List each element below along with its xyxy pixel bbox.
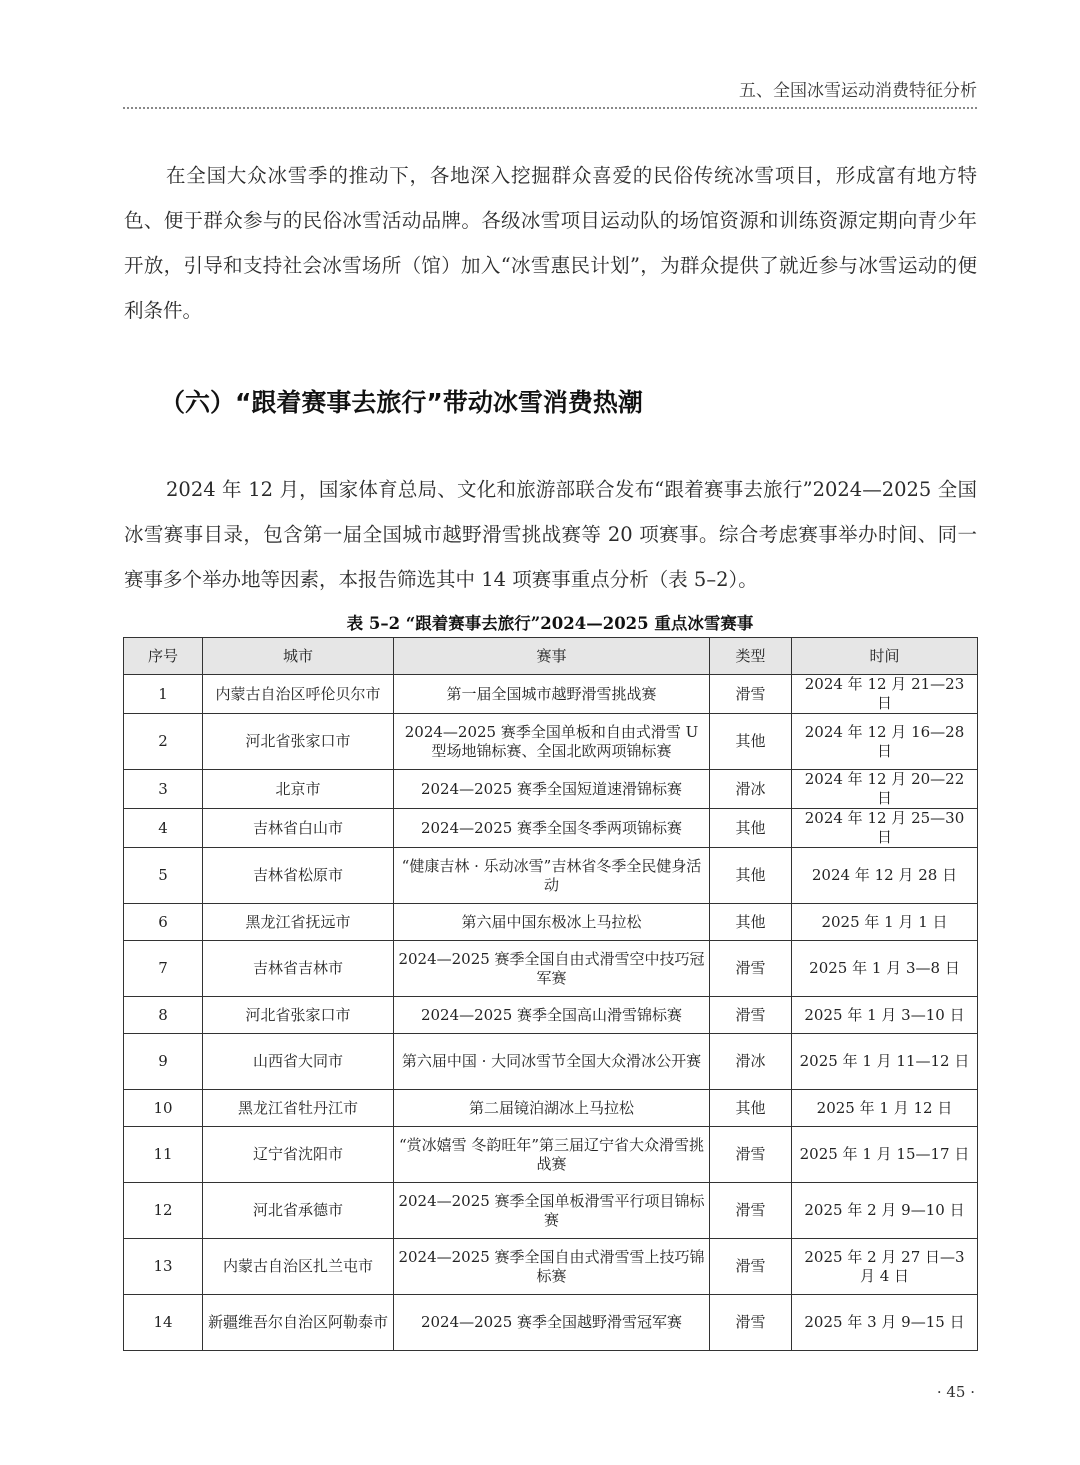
cell-city: 新疆维吾尔自治区阿勒泰市: [203, 1295, 394, 1351]
events-table-container: [123, 637, 977, 1351]
cell-time: 2024 年 12 月 28 日: [792, 848, 978, 904]
cell-index: 1: [124, 675, 203, 714]
header-index: 序号: [124, 638, 203, 675]
cell-index: 2: [124, 714, 203, 770]
cell-city: 北京市: [203, 770, 394, 809]
intro-paragraph: 在全国大众冰雪季的推动下，各地深入挖掘群众喜爱的民俗传统冰雪项目，形成富有地方特色、便于群众参与的民俗冰雪活动品牌。各级冰雪项目运动队的场馆资源和训练资源定期向青少年开放，引导和支持社会冰雪场所（馆）加入“冰雪惠民计划”，为群众提供了就近参与冰雪运动的便利条件。: [124, 164, 977, 322]
cell-time: 2024 年 12 月 21—23 日: [792, 675, 978, 714]
cell-index: 8: [124, 997, 203, 1034]
header-time: 时间: [792, 638, 978, 675]
cell-time: 2025 年 1 月 3—10 日: [792, 997, 978, 1034]
table-row: [124, 1183, 978, 1239]
table-row: [124, 809, 978, 848]
table-row: [124, 1034, 978, 1090]
cell-city: 黑龙江省抚远市: [203, 904, 394, 941]
table-header-row: [124, 638, 978, 675]
cell-event: 第一届全国城市越野滑雪挑战赛: [394, 675, 710, 714]
page-number: · 45 ·: [936, 1383, 975, 1401]
table-row: [124, 1090, 978, 1127]
cell-type: 其他: [710, 1090, 792, 1127]
cell-city: 山西省大同市: [203, 1034, 394, 1090]
cell-event: 2024—2025 赛季全国越野滑雪冠军赛: [394, 1295, 710, 1351]
table-body: [124, 675, 978, 1351]
cell-index: 5: [124, 848, 203, 904]
cell-index: 11: [124, 1127, 203, 1183]
events-table: [123, 637, 978, 1351]
cell-time: 2025 年 2 月 27 日—3 月 4 日: [792, 1239, 978, 1295]
table-caption: 表 5–2 “跟着赛事去旅行”2024—2025 重点冰雪赛事: [346, 614, 754, 633]
table-row: [124, 941, 978, 997]
cell-event: “赏冰嬉雪 冬韵旺年”第三届辽宁省大众滑雪挑战赛: [394, 1127, 710, 1183]
cell-event: 第二届镜泊湖冰上马拉松: [394, 1090, 710, 1127]
cell-time: 2025 年 2 月 9—10 日: [792, 1183, 978, 1239]
cell-type: 滑冰: [710, 1034, 792, 1090]
cell-event: 2024—2025 赛季全国单板和自由式滑雪 U 型场地锦标赛、全国北欧两项锦标赛: [394, 714, 710, 770]
event-list-paragraph: 2024 年 12 月，国家体育总局、文化和旅游部联合发布“跟着赛事去旅行”2024—2025 全国冰雪赛事目录，包含第一届全国城市越野滑雪挑战赛等 20 项赛事。综合考虑赛事举办时间、同一赛事多个举办地等因素，本报告筛选其中 14 项赛事重点分析（表 5–2）。: [124, 478, 977, 591]
table-row: [124, 1295, 978, 1351]
cell-city: 辽宁省沈阳市: [203, 1127, 394, 1183]
cell-time: 2024 年 12 月 20—22 日: [792, 770, 978, 809]
cell-type: 滑雪: [710, 1239, 792, 1295]
cell-city: 河北省张家口市: [203, 997, 394, 1034]
cell-type: 滑冰: [710, 770, 792, 809]
running-header: 五、全国冰雪运动消费特征分析: [739, 81, 977, 101]
cell-time: 2025 年 1 月 3—8 日: [792, 941, 978, 997]
cell-city: 吉林省吉林市: [203, 941, 394, 997]
cell-type: 滑雪: [710, 997, 792, 1034]
cell-index: 3: [124, 770, 203, 809]
header-divider: [123, 107, 977, 109]
table-row: [124, 770, 978, 809]
cell-event: 2024—2025 赛季全国自由式滑雪雪上技巧锦标赛: [394, 1239, 710, 1295]
cell-index: 4: [124, 809, 203, 848]
cell-city: 吉林省白山市: [203, 809, 394, 848]
table-row: [124, 904, 978, 941]
table-row: [124, 714, 978, 770]
cell-index: 12: [124, 1183, 203, 1239]
table-row: [124, 1239, 978, 1295]
cell-city: 河北省张家口市: [203, 714, 394, 770]
cell-time: 2025 年 3 月 9—15 日: [792, 1295, 978, 1351]
cell-type: 滑雪: [710, 675, 792, 714]
cell-time: 2025 年 1 月 15—17 日: [792, 1127, 978, 1183]
cell-city: 内蒙古自治区呼伦贝尔市: [203, 675, 394, 714]
cell-index: 9: [124, 1034, 203, 1090]
cell-index: 10: [124, 1090, 203, 1127]
cell-city: 河北省承德市: [203, 1183, 394, 1239]
cell-time: 2025 年 1 月 1 日: [792, 904, 978, 941]
cell-event: 2024—2025 赛季全国短道速滑锦标赛: [394, 770, 710, 809]
cell-event: 2024—2025 赛季全国自由式滑雪空中技巧冠军赛: [394, 941, 710, 997]
header-type: 类型: [710, 638, 792, 675]
table-row: [124, 997, 978, 1034]
section-heading: （六）“跟着赛事去旅行”带动冰雪消费热潮: [160, 388, 643, 417]
cell-event: 第六届中国 · 大同冰雪节全国大众滑冰公开赛: [394, 1034, 710, 1090]
cell-time: 2024 年 12 月 25—30 日: [792, 809, 978, 848]
cell-event: 2024—2025 赛季全国高山滑雪锦标赛: [394, 997, 710, 1034]
cell-type: 滑雪: [710, 1183, 792, 1239]
header-city: 城市: [203, 638, 394, 675]
cell-type: 其他: [710, 809, 792, 848]
cell-type: 滑雪: [710, 1295, 792, 1351]
cell-time: 2024 年 12 月 16—28 日: [792, 714, 978, 770]
cell-city: 内蒙古自治区扎兰屯市: [203, 1239, 394, 1295]
cell-event: 第六届中国东极冰上马拉松: [394, 904, 710, 941]
cell-time: 2025 年 1 月 12 日: [792, 1090, 978, 1127]
cell-index: 14: [124, 1295, 203, 1351]
table-row: [124, 1127, 978, 1183]
cell-type: 其他: [710, 848, 792, 904]
cell-type: 滑雪: [710, 941, 792, 997]
cell-time: 2025 年 1 月 11—12 日: [792, 1034, 978, 1090]
header-event: 赛事: [394, 638, 710, 675]
table-row: [124, 848, 978, 904]
cell-type: 滑雪: [710, 1127, 792, 1183]
cell-index: 7: [124, 941, 203, 997]
cell-event: 2024—2025 赛季全国单板滑雪平行项目锦标赛: [394, 1183, 710, 1239]
cell-event: “健康吉林 · 乐动冰雪”吉林省冬季全民健身活动: [394, 848, 710, 904]
table-row: [124, 675, 978, 714]
cell-type: 其他: [710, 714, 792, 770]
cell-city: 黑龙江省牡丹江市: [203, 1090, 394, 1127]
cell-index: 6: [124, 904, 203, 941]
cell-index: 13: [124, 1239, 203, 1295]
cell-type: 其他: [710, 904, 792, 941]
cell-event: 2024—2025 赛季全国冬季两项锦标赛: [394, 809, 710, 848]
cell-city: 吉林省松原市: [203, 848, 394, 904]
